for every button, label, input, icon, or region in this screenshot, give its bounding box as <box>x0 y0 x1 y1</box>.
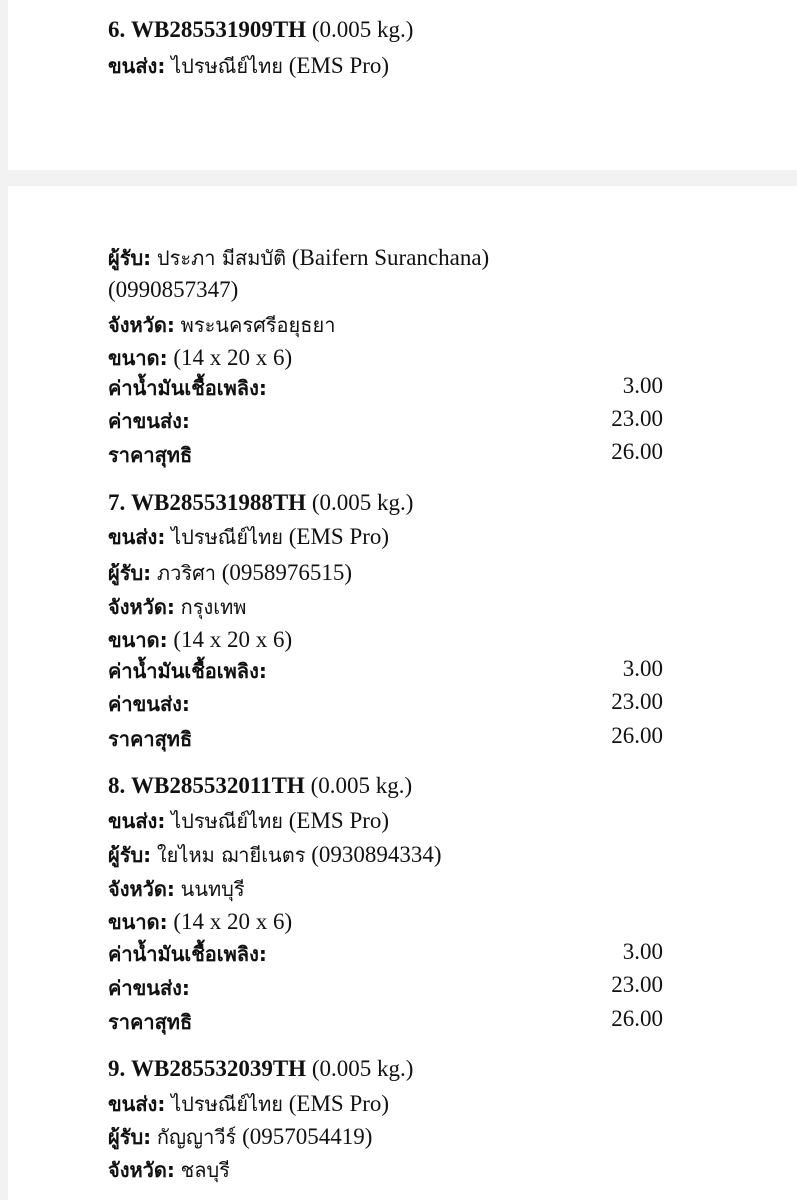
shipping-amount: 23.00 <box>611 972 663 997</box>
shipment-title <box>108 1053 413 1085</box>
size-value: (14 x 20 x 6) <box>173 345 293 370</box>
net-label: ราคาสุทธิ <box>108 443 193 467</box>
recipient-name: ประภา มีสมบัติ <box>156 246 287 270</box>
province-label: จังหวัด: <box>108 1158 175 1182</box>
fuel-label: ค่าน้ำมันเชื้อเพลิง: <box>108 376 267 400</box>
net-label: ราคาสุทธิ <box>108 727 193 751</box>
fuel-amount: 3.00 <box>622 939 663 964</box>
province-value: ชลบุรี <box>180 1158 230 1182</box>
recipient-phone: (0957054419) <box>242 1124 373 1149</box>
shipping-amount: 23.00 <box>611 689 663 714</box>
weight: (0.005 kg.) <box>310 773 413 798</box>
province-label: จังหวัด: <box>108 877 175 901</box>
carrier-service: (EMS Pro) <box>288 524 390 549</box>
shipment-number: 8. <box>108 773 126 798</box>
shipment-number: 7. <box>108 490 126 515</box>
net-amount: 26.00 <box>611 723 663 748</box>
recipient-phone: (0990857347) <box>108 277 239 302</box>
shipment-number: 6. <box>108 17 126 42</box>
province-row <box>108 873 245 905</box>
net-label: ราคาสุทธิ <box>108 1010 193 1034</box>
province-row <box>108 309 335 341</box>
tracking-number: WB285532039TH <box>131 1056 307 1081</box>
carrier-label: ขนส่ง: <box>108 1092 166 1116</box>
carrier-value: ไปรษณีย์ไทย <box>171 54 283 78</box>
recipient-label: ผู้รับ: <box>108 246 152 270</box>
recipient-phone: (0930894334) <box>311 842 442 867</box>
shipment-title <box>108 487 413 519</box>
size-value: (14 x 20 x 6) <box>173 909 293 934</box>
carrier-row <box>108 50 389 82</box>
weight: (0.005 kg.) <box>311 1056 414 1081</box>
carrier-value: ไปรษณีย์ไทย <box>171 1092 283 1116</box>
carrier-service: (EMS Pro) <box>288 808 390 833</box>
fuel-amount: 3.00 <box>622 373 663 398</box>
shipping-label: ค่าขนส่ง: <box>108 409 190 433</box>
size-label: ขนาด: <box>108 628 168 652</box>
size-label: ขนาด: <box>108 910 168 934</box>
tracking-number: WB285531909TH <box>131 17 307 42</box>
carrier-value: ไปรษณีย์ไทย <box>171 809 283 833</box>
province-label: จังหวัด: <box>108 313 175 337</box>
recipient-row <box>108 242 489 274</box>
recipient-row <box>108 557 352 589</box>
province-label: จังหวัด: <box>108 595 175 619</box>
fuel-label: ค่าน้ำมันเชื้อเพลิง: <box>108 659 267 683</box>
recipient-label: ผู้รับ: <box>108 1125 152 1149</box>
province-row <box>108 591 246 623</box>
tracking-number: WB285532011TH <box>131 773 305 798</box>
recipient-phone: (0958976515) <box>221 560 353 585</box>
size-label: ขนาด: <box>108 346 168 370</box>
carrier-row <box>108 521 389 553</box>
recipient-name: ภวริศา <box>156 561 216 585</box>
shipping-label: ค่าขนส่ง: <box>108 692 190 716</box>
carrier-label: ขนส่ง: <box>108 809 166 833</box>
fuel-amount: 3.00 <box>622 656 663 681</box>
net-amount: 26.00 <box>611 1006 663 1031</box>
recipient-label: ผู้รับ: <box>108 561 152 585</box>
recipient-name: กัญญาวีร์ <box>156 1125 237 1149</box>
size-row <box>108 624 292 656</box>
size-row <box>108 906 292 938</box>
province-value: นนทบุรี <box>180 877 245 901</box>
carrier-label: ขนส่ง: <box>108 54 166 78</box>
shipping-amount: 23.00 <box>611 406 663 431</box>
shipment-title <box>108 14 413 46</box>
size-value: (14 x 20 x 6) <box>173 627 293 652</box>
carrier-row <box>108 805 389 837</box>
carrier-label: ขนส่ง: <box>108 525 166 549</box>
fuel-label: ค่าน้ำมันเชื้อเพลิง: <box>108 942 267 966</box>
shipping-label: ค่าขนส่ง: <box>108 976 190 1000</box>
recipient-name: ใยไหม ฌายีเนตร <box>156 843 306 867</box>
recipient-label: ผู้รับ: <box>108 843 152 867</box>
shipment-card <box>8 186 797 1200</box>
province-value: พระนครศรีอยุธยา <box>180 313 336 337</box>
weight: (0.005 kg.) <box>311 17 414 42</box>
province-value: กรุงเทพ <box>180 595 247 619</box>
weight: (0.005 kg.) <box>311 490 414 515</box>
tracking-number: WB285531988TH <box>131 490 307 515</box>
shipment-card <box>8 0 797 170</box>
recipient-row <box>108 1121 372 1153</box>
carrier-service: (EMS Pro) <box>288 53 390 78</box>
recipient-row <box>108 839 442 871</box>
province-row <box>108 1154 230 1186</box>
carrier-row <box>108 1088 389 1120</box>
carrier-value: ไปรษณีย์ไทย <box>171 525 283 549</box>
carrier-service: (EMS Pro) <box>288 1091 390 1116</box>
size-row <box>108 342 292 374</box>
net-amount: 26.00 <box>611 439 663 464</box>
shipment-title <box>108 770 412 802</box>
shipment-number: 9. <box>108 1056 126 1081</box>
recipient-alt-name: (Baifern Suranchana) <box>291 245 490 270</box>
